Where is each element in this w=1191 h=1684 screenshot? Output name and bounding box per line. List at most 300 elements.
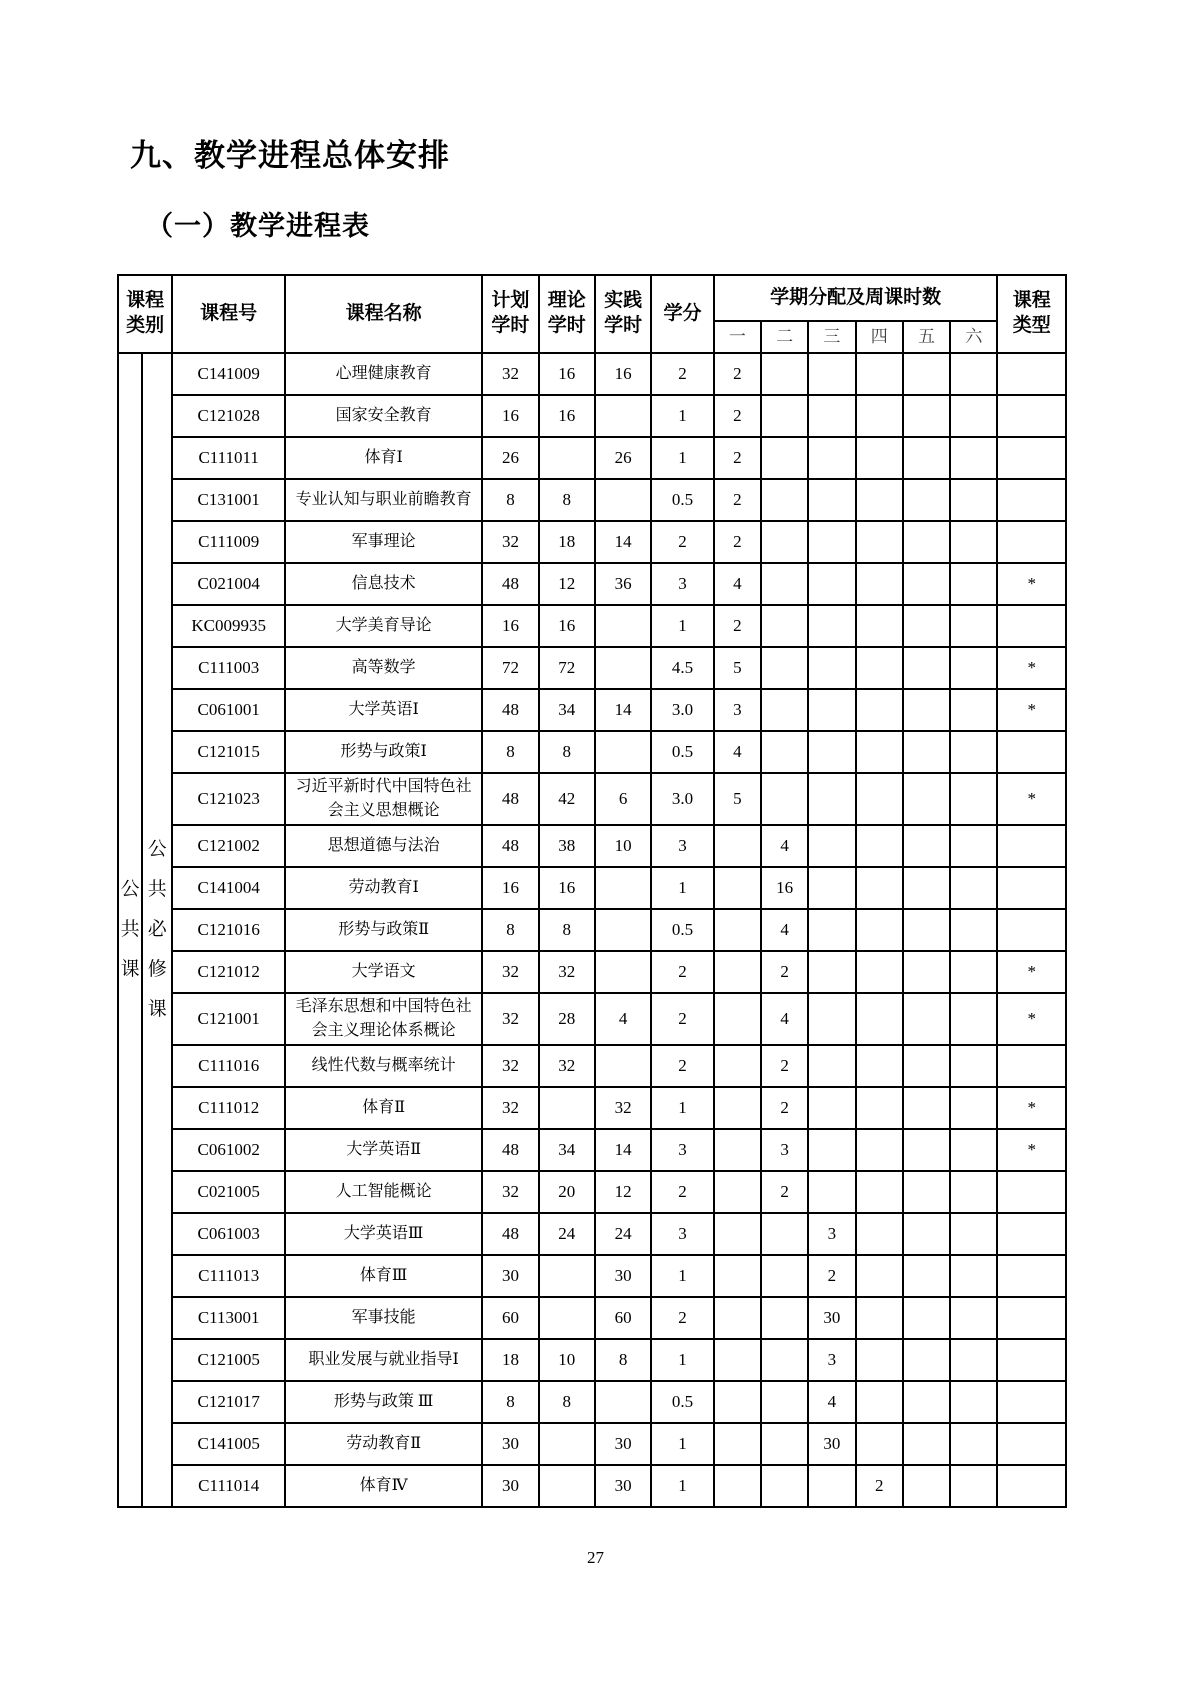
credits-cell: 3.0	[651, 689, 713, 731]
course-row	[118, 1255, 1066, 1297]
course-name-cell: 劳动教育Ⅰ	[285, 867, 482, 909]
sem-4-cell	[856, 867, 903, 909]
page-title: 九、教学进程总体安排	[130, 138, 450, 173]
sem-6-cell	[950, 479, 997, 521]
page-number: 27	[587, 1548, 604, 1567]
credits-cell: 2	[651, 1171, 713, 1213]
course-no-cell: C111016	[172, 1045, 285, 1087]
sem-3-cell: 30	[808, 1423, 855, 1465]
sem-2-cell	[761, 1423, 808, 1465]
theory-hours-cell: 38	[539, 825, 595, 867]
sem-5-cell	[903, 1045, 950, 1087]
sem-4-cell	[856, 521, 903, 563]
sem-4-cell	[856, 1423, 903, 1465]
course-name-header: 课程名称	[285, 275, 482, 353]
sem-4-cell	[856, 479, 903, 521]
credits-cell: 2	[651, 951, 713, 993]
course-row	[118, 993, 1066, 1045]
course-row	[118, 731, 1066, 773]
theory-hours-header-label: 理论学时	[547, 290, 586, 336]
credits-cell: 1	[651, 1465, 713, 1507]
course-no-cell: C021004	[172, 563, 285, 605]
practice-hours-cell: 4	[595, 993, 651, 1045]
sem-4-cell	[856, 825, 903, 867]
course-no-cell: C111013	[172, 1255, 285, 1297]
plan-hours-cell: 32	[482, 521, 538, 563]
course-name-cell: 军事技能	[285, 1297, 482, 1339]
plan-hours-cell: 72	[482, 647, 538, 689]
credits-cell: 1	[651, 1255, 713, 1297]
theory-hours-cell: 10	[539, 1339, 595, 1381]
sem-1-cell	[714, 867, 761, 909]
sem-4-cell	[856, 689, 903, 731]
practice-hours-cell	[595, 951, 651, 993]
sem-5-cell	[903, 605, 950, 647]
sem-1-cell	[714, 1045, 761, 1087]
credits-cell: 3	[651, 563, 713, 605]
practice-hours-cell	[595, 395, 651, 437]
course-type-cell	[997, 479, 1066, 521]
practice-hours-cell	[595, 479, 651, 521]
practice-hours-cell: 14	[595, 1129, 651, 1171]
sem-6-cell	[950, 437, 997, 479]
theory-hours-cell: 8	[539, 909, 595, 951]
course-no-cell: C113001	[172, 1297, 285, 1339]
plan-hours-cell: 16	[482, 605, 538, 647]
sem-1-cell: 2	[714, 479, 761, 521]
credits-header: 学分	[651, 275, 713, 353]
course-type-cell	[997, 1339, 1066, 1381]
course-type-cell	[997, 825, 1066, 867]
sem-5-cell	[903, 1297, 950, 1339]
sem-4-cell	[856, 1087, 903, 1129]
course-type-cell	[997, 395, 1066, 437]
course-type-cell	[997, 437, 1066, 479]
plan-hours-cell: 32	[482, 951, 538, 993]
theory-hours-cell: 28	[539, 993, 595, 1045]
course-no-cell: C121001	[172, 993, 285, 1045]
sem-5-cell	[903, 867, 950, 909]
sem-6-cell	[950, 1423, 997, 1465]
sem-4-cell	[856, 1339, 903, 1381]
course-name-cell: 大学语文	[285, 951, 482, 993]
course-no-cell: C111012	[172, 1087, 285, 1129]
practice-hours-cell: 8	[595, 1339, 651, 1381]
course-row	[118, 867, 1066, 909]
sem-3-cell	[808, 521, 855, 563]
sem-4-cell	[856, 951, 903, 993]
sem-4-cell	[856, 1255, 903, 1297]
course-row	[118, 1465, 1066, 1507]
course-row	[118, 353, 1066, 395]
sem-4-cell	[856, 605, 903, 647]
credits-cell: 3.0	[651, 773, 713, 825]
course-type-cell	[997, 1045, 1066, 1087]
plan-hours-cell: 8	[482, 731, 538, 773]
sem-3-cell	[808, 773, 855, 825]
theory-hours-cell	[539, 437, 595, 479]
theory-hours-cell: 8	[539, 731, 595, 773]
sem-3-cell	[808, 395, 855, 437]
plan-hours-cell: 8	[482, 479, 538, 521]
course-type-cell	[997, 521, 1066, 563]
sem-1-cell	[714, 1339, 761, 1381]
practice-hours-header-label: 实践学时	[604, 290, 643, 336]
plan-hours-cell: 16	[482, 395, 538, 437]
course-type-cell	[997, 1171, 1066, 1213]
sem-2-cell	[761, 773, 808, 825]
course-type-cell: *	[997, 1129, 1066, 1171]
sem-2-cell	[761, 689, 808, 731]
course-name-cell: 职业发展与就业指导Ⅰ	[285, 1339, 482, 1381]
plan-hours-cell: 48	[482, 773, 538, 825]
plan-hours-cell: 60	[482, 1297, 538, 1339]
practice-hours-cell: 14	[595, 689, 651, 731]
sem-1-cell	[714, 1129, 761, 1171]
plan-hours-cell: 8	[482, 1381, 538, 1423]
course-name-cell: 线性代数与概率统计	[285, 1045, 482, 1087]
semester-column-header: 三	[808, 321, 855, 353]
practice-hours-cell	[595, 1381, 651, 1423]
practice-hours-cell	[595, 605, 651, 647]
sem-6-cell	[950, 353, 997, 395]
sem-6-cell	[950, 1465, 997, 1507]
practice-hours-cell	[595, 731, 651, 773]
course-type-cell	[997, 1381, 1066, 1423]
course-no-cell: C121023	[172, 773, 285, 825]
sem-4-cell	[856, 993, 903, 1045]
course-row	[118, 1129, 1066, 1171]
sem-6-cell	[950, 395, 997, 437]
sem-4-cell	[856, 1171, 903, 1213]
sem-5-cell	[903, 1423, 950, 1465]
semester-column-header: 六	[950, 321, 997, 353]
credits-cell: 0.5	[651, 479, 713, 521]
course-type-cell	[997, 353, 1066, 395]
practice-hours-cell: 60	[595, 1297, 651, 1339]
sem-4-cell	[856, 353, 903, 395]
course-name-cell: 形势与政策Ⅰ	[285, 731, 482, 773]
practice-hours-cell: 26	[595, 437, 651, 479]
category-header-label: 课程类别	[126, 290, 165, 336]
course-row	[118, 1339, 1066, 1381]
course-name-cell: 心理健康教育	[285, 353, 482, 395]
practice-hours-cell	[595, 1045, 651, 1087]
course-type-cell: *	[997, 1087, 1066, 1129]
theory-hours-cell: 8	[539, 479, 595, 521]
practice-hours-cell: 10	[595, 825, 651, 867]
plan-hours-header-label: 计划学时	[491, 290, 530, 336]
sem-5-cell	[903, 1339, 950, 1381]
plan-hours-header	[482, 275, 538, 353]
sem-6-cell	[950, 605, 997, 647]
plan-hours-cell: 32	[482, 353, 538, 395]
sem-3-cell: 3	[808, 1213, 855, 1255]
plan-hours-cell: 30	[482, 1255, 538, 1297]
sem-6-cell	[950, 1339, 997, 1381]
course-name-cell: 国家安全教育	[285, 395, 482, 437]
course-no-cell: C131001	[172, 479, 285, 521]
course-no-cell: C121028	[172, 395, 285, 437]
practice-hours-cell: 30	[595, 1255, 651, 1297]
sem-5-cell	[903, 437, 950, 479]
plan-hours-cell: 32	[482, 1171, 538, 1213]
category-outer-cell-label: 公共课	[120, 879, 140, 980]
course-row	[118, 951, 1066, 993]
course-name-cell: 习近平新时代中国特色社会主义思想概论	[285, 773, 482, 825]
sem-3-cell	[808, 437, 855, 479]
sem-6-cell	[950, 1045, 997, 1087]
sem-3-cell	[808, 867, 855, 909]
plan-hours-cell: 32	[482, 993, 538, 1045]
sem-5-cell	[903, 909, 950, 951]
table-header-row	[118, 275, 1066, 321]
course-row	[118, 773, 1066, 825]
plan-hours-cell: 32	[482, 1087, 538, 1129]
credits-cell: 2	[651, 521, 713, 563]
sem-3-cell: 3	[808, 1339, 855, 1381]
course-no-cell: C061002	[172, 1129, 285, 1171]
sem-4-cell	[856, 1129, 903, 1171]
course-row	[118, 689, 1066, 731]
sem-2-cell	[761, 1255, 808, 1297]
sem-3-cell	[808, 1087, 855, 1129]
practice-hours-cell: 24	[595, 1213, 651, 1255]
sem-6-cell	[950, 1297, 997, 1339]
sem-6-cell	[950, 825, 997, 867]
course-name-cell: 毛泽东思想和中国特色社会主义理论体系概论	[285, 993, 482, 1045]
sem-2-cell: 3	[761, 1129, 808, 1171]
practice-hours-cell: 36	[595, 563, 651, 605]
course-no-cell: C111011	[172, 437, 285, 479]
course-name-cell: 大学英语Ⅲ	[285, 1213, 482, 1255]
sem-5-cell	[903, 1255, 950, 1297]
sem-2-cell	[761, 1213, 808, 1255]
course-type-cell	[997, 1423, 1066, 1465]
credits-cell: 1	[651, 1339, 713, 1381]
plan-hours-cell: 30	[482, 1423, 538, 1465]
sem-6-cell	[950, 647, 997, 689]
sem-6-cell	[950, 731, 997, 773]
sem-1-cell	[714, 1297, 761, 1339]
course-row	[118, 647, 1066, 689]
sem-3-cell: 2	[808, 1255, 855, 1297]
sem-1-cell	[714, 951, 761, 993]
category-header	[118, 275, 172, 353]
sem-3-cell	[808, 909, 855, 951]
course-no-cell: C121015	[172, 731, 285, 773]
plan-hours-cell: 48	[482, 1129, 538, 1171]
sem-6-cell	[950, 993, 997, 1045]
course-type-header	[997, 275, 1066, 353]
course-name-cell: 大学美育导论	[285, 605, 482, 647]
sem-1-cell: 2	[714, 605, 761, 647]
course-name-cell: 体育Ⅱ	[285, 1087, 482, 1129]
semester-column-header: 二	[761, 321, 808, 353]
course-row	[118, 1423, 1066, 1465]
course-type-cell: *	[997, 563, 1066, 605]
course-no-cell: C111009	[172, 521, 285, 563]
course-row	[118, 1045, 1066, 1087]
sem-2-cell: 4	[761, 993, 808, 1045]
sem-5-cell	[903, 1213, 950, 1255]
sem-1-cell: 2	[714, 521, 761, 563]
sem-1-cell: 4	[714, 731, 761, 773]
sem-4-cell	[856, 1297, 903, 1339]
course-type-cell: *	[997, 993, 1066, 1045]
theory-hours-cell: 18	[539, 521, 595, 563]
course-no-cell: C111014	[172, 1465, 285, 1507]
course-no-cell: C121005	[172, 1339, 285, 1381]
course-type-cell	[997, 909, 1066, 951]
plan-hours-cell: 18	[482, 1339, 538, 1381]
course-no-cell: C111003	[172, 647, 285, 689]
sem-6-cell	[950, 773, 997, 825]
credits-cell: 1	[651, 605, 713, 647]
sem-1-cell: 5	[714, 647, 761, 689]
theory-hours-header	[539, 275, 595, 353]
course-no-cell: C141009	[172, 353, 285, 395]
sem-1-cell	[714, 1087, 761, 1129]
course-name-cell: 军事理论	[285, 521, 482, 563]
sem-3-cell	[808, 951, 855, 993]
course-type-cell	[997, 1297, 1066, 1339]
sem-1-cell	[714, 1213, 761, 1255]
theory-hours-cell: 32	[539, 1045, 595, 1087]
sem-3-cell	[808, 353, 855, 395]
sem-2-cell	[761, 605, 808, 647]
sem-5-cell	[903, 1171, 950, 1213]
credits-cell: 0.5	[651, 909, 713, 951]
sem-3-cell	[808, 1129, 855, 1171]
course-row	[118, 825, 1066, 867]
sem-2-cell	[761, 1297, 808, 1339]
course-type-cell	[997, 731, 1066, 773]
credits-cell: 0.5	[651, 1381, 713, 1423]
sem-5-cell	[903, 479, 950, 521]
practice-hours-cell: 14	[595, 521, 651, 563]
plan-hours-cell: 26	[482, 437, 538, 479]
sem-5-cell	[903, 353, 950, 395]
course-no-cell: C141005	[172, 1423, 285, 1465]
plan-hours-cell: 48	[482, 1213, 538, 1255]
credits-cell: 1	[651, 867, 713, 909]
sem-5-cell	[903, 1087, 950, 1129]
theory-hours-cell	[539, 1465, 595, 1507]
sem-2-cell: 4	[761, 909, 808, 951]
sem-2-cell: 2	[761, 951, 808, 993]
course-no-cell: C121012	[172, 951, 285, 993]
course-name-cell: 专业认知与职业前瞻教育	[285, 479, 482, 521]
theory-hours-cell: 42	[539, 773, 595, 825]
theory-hours-cell	[539, 1255, 595, 1297]
course-no-cell: KC009935	[172, 605, 285, 647]
theory-hours-cell: 24	[539, 1213, 595, 1255]
course-type-cell: *	[997, 951, 1066, 993]
sem-6-cell	[950, 867, 997, 909]
sem-1-cell: 2	[714, 395, 761, 437]
sem-3-cell	[808, 563, 855, 605]
sem-3-cell	[808, 1171, 855, 1213]
theory-hours-cell: 8	[539, 1381, 595, 1423]
sem-3-cell	[808, 605, 855, 647]
practice-hours-cell	[595, 909, 651, 951]
credits-cell: 1	[651, 395, 713, 437]
sem-1-cell	[714, 1465, 761, 1507]
sem-1-cell	[714, 993, 761, 1045]
course-row	[118, 521, 1066, 563]
sem-1-cell: 4	[714, 563, 761, 605]
sem-6-cell	[950, 1213, 997, 1255]
plan-hours-cell: 16	[482, 867, 538, 909]
sem-1-cell: 2	[714, 353, 761, 395]
sem-5-cell	[903, 563, 950, 605]
course-type-cell	[997, 1213, 1066, 1255]
course-name-cell: 大学英语Ⅰ	[285, 689, 482, 731]
sem-6-cell	[950, 1087, 997, 1129]
course-no-header: 课程号	[172, 275, 285, 353]
sem-2-cell	[761, 353, 808, 395]
sem-2-cell	[761, 647, 808, 689]
credits-cell: 3	[651, 825, 713, 867]
sem-6-cell	[950, 1171, 997, 1213]
course-type-cell	[997, 867, 1066, 909]
sem-3-cell	[808, 689, 855, 731]
practice-hours-cell: 32	[595, 1087, 651, 1129]
sem-5-cell	[903, 1129, 950, 1171]
sem-1-cell	[714, 825, 761, 867]
sem-4-cell	[856, 773, 903, 825]
course-no-cell: C061003	[172, 1213, 285, 1255]
course-name-cell: 体育Ⅰ	[285, 437, 482, 479]
sem-5-cell	[903, 395, 950, 437]
theory-hours-cell: 34	[539, 689, 595, 731]
course-name-cell: 人工智能概论	[285, 1171, 482, 1213]
sem-5-cell	[903, 689, 950, 731]
practice-hours-cell: 6	[595, 773, 651, 825]
credits-cell: 1	[651, 1423, 713, 1465]
course-no-cell: C141004	[172, 867, 285, 909]
sem-2-cell: 2	[761, 1045, 808, 1087]
credits-cell: 1	[651, 437, 713, 479]
sem-3-cell	[808, 1465, 855, 1507]
credits-cell: 1	[651, 1087, 713, 1129]
course-row	[118, 1087, 1066, 1129]
course-row	[118, 605, 1066, 647]
course-name-cell: 大学英语Ⅱ	[285, 1129, 482, 1171]
sem-4-cell	[856, 563, 903, 605]
course-row	[118, 1297, 1066, 1339]
sem-1-cell	[714, 1423, 761, 1465]
semester-column-header: 四	[856, 321, 903, 353]
sem-4-cell	[856, 1381, 903, 1423]
sem-2-cell	[761, 521, 808, 563]
course-row	[118, 563, 1066, 605]
sem-3-cell	[808, 731, 855, 773]
sem-5-cell	[903, 993, 950, 1045]
sem-2-cell	[761, 731, 808, 773]
course-no-cell: C121017	[172, 1381, 285, 1423]
sem-4-cell	[856, 1045, 903, 1087]
sem-3-cell	[808, 993, 855, 1045]
sem-6-cell	[950, 1381, 997, 1423]
course-type-cell	[997, 605, 1066, 647]
sem-2-cell	[761, 437, 808, 479]
practice-hours-cell: 30	[595, 1423, 651, 1465]
sem-3-cell	[808, 1045, 855, 1087]
theory-hours-cell: 16	[539, 867, 595, 909]
course-no-cell: C061001	[172, 689, 285, 731]
